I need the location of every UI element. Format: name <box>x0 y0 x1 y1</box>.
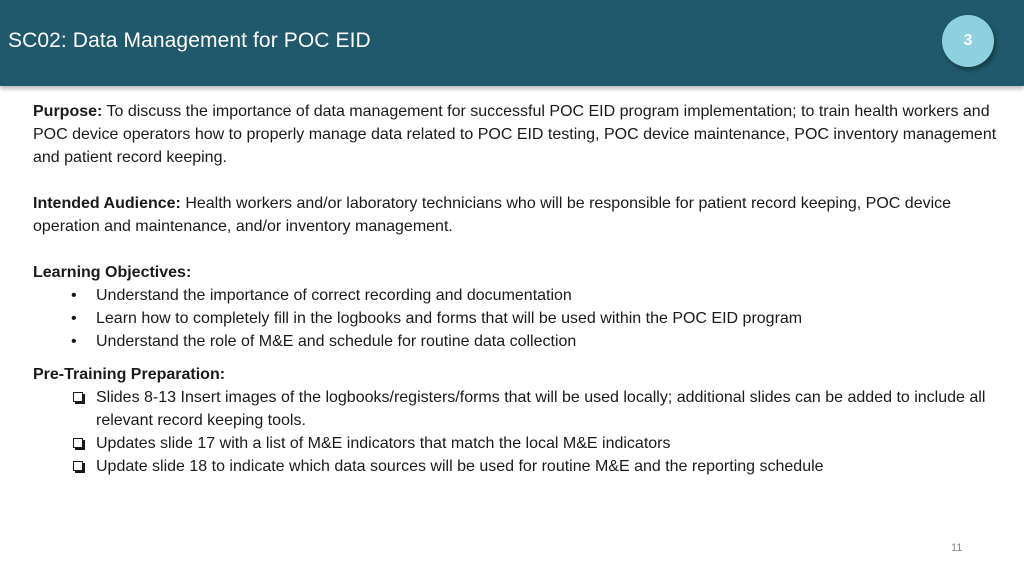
checkbox-bullet-icon <box>73 438 83 448</box>
checkbox-bullet-icon <box>73 461 83 471</box>
purpose-text: To discuss the importance of data management for successful POC EID program implementation; to train health workers and POC device operators how to properly manage data related to POC EID testing, POC device maintenance, POC inventory management and patient record keeping. <box>33 103 997 166</box>
slide-content <box>33 100 998 478</box>
list-item: • Learn how to completely fill in the logbooks and forms that will be used within the POC EID program <box>33 307 998 330</box>
audience-paragraph <box>33 192 998 238</box>
preparation-heading <box>33 363 998 386</box>
page-number: 11 <box>951 542 963 554</box>
list-item: Updates slide 17 with a list of M&E indicators that match the local M&E indicators <box>33 432 998 455</box>
preparation-list <box>33 386 998 478</box>
checkbox-bullet-icon <box>73 392 83 402</box>
preparation-label: Pre-Training Preparation: <box>33 366 226 383</box>
objectives-heading <box>33 261 998 284</box>
slide-title: SC02: Data Management for POC EID <box>8 29 371 52</box>
objectives-list <box>33 284 998 353</box>
bullet-icon: • <box>71 287 77 304</box>
purpose-paragraph <box>33 100 998 169</box>
objectives-label: Learning Objectives: <box>33 264 192 281</box>
bullet-icon: • <box>71 310 77 327</box>
list-item: Update slide 18 to indicate which data sources will be used for routine M&E and the reporting schedule <box>33 455 998 478</box>
list-item: • Understand the importance of correct recording and documentation <box>33 284 998 307</box>
list-item: Slides 8-13 Insert images of the logbooks/registers/forms that will be used locally; additional slides can be added to include all relevant record keeping tools. <box>33 386 998 432</box>
bullet-icon: • <box>71 333 77 350</box>
audience-label: Intended Audience: <box>33 195 181 212</box>
header-bar <box>0 0 1024 86</box>
list-item: • Understand the role of M&E and schedule for routine data collection <box>33 330 998 353</box>
audience-text: Health workers and/or laboratory technicians who will be responsible for patient record keeping, POC device operation and maintenance, and/or inventory management. <box>33 195 952 235</box>
slide-number-badge: 3 <box>942 15 994 67</box>
purpose-label: Purpose: <box>33 103 103 120</box>
